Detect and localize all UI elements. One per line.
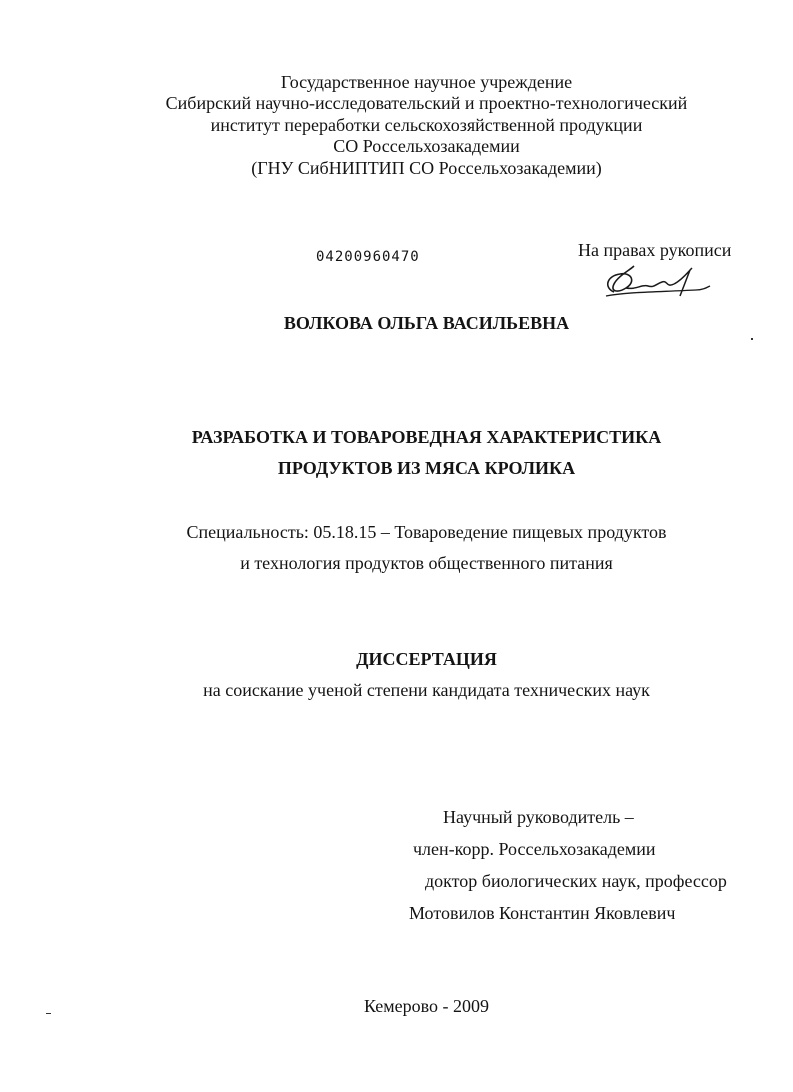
institution-line-1: Государственное научное учреждение bbox=[280, 72, 573, 92]
author-name: ВОЛКОВА ОЛЬГА ВАСИЛЬЕВНА bbox=[283, 313, 570, 333]
supervisor-name: Мотовилов Константин Яковлевич bbox=[409, 903, 676, 923]
document-type: ДИССЕРТАЦИЯ bbox=[356, 649, 497, 669]
city-year: Кемерово - 2009 bbox=[363, 996, 490, 1016]
institution-line-2: Сибирский научно-исследовательский и проектно-технологический bbox=[165, 93, 688, 113]
title-line-1: РАЗРАБОТКА И ТОВАРОВЕДНАЯ ХАРАКТЕРИСТИКА bbox=[191, 427, 662, 447]
title-line-2: ПРОДУКТОВ ИЗ МЯСА КРОЛИКА bbox=[277, 458, 576, 478]
supervisor-role: Научный руководитель – bbox=[443, 807, 634, 827]
scan-speck bbox=[751, 338, 753, 340]
supervisor-degree: доктор биологических наук, профессор bbox=[425, 871, 727, 891]
scan-speck bbox=[46, 1013, 51, 1014]
specialty-line-1: Специальность: 05.18.15 – Товароведение пищевых продуктов bbox=[186, 522, 667, 542]
signature-image bbox=[596, 262, 716, 306]
supervisor-membership: член-корр. Россельхозакадемии bbox=[413, 839, 656, 859]
rights-note: На правах рукописи bbox=[578, 240, 732, 260]
specialty-line-2: и технология продуктов общественного питания bbox=[240, 553, 613, 573]
institution-line-3: институт переработки сельскохозяйственной продукции bbox=[210, 115, 643, 135]
institution-abbreviation: (ГНУ СибНИПТИП СО Россельхозакадемии) bbox=[251, 158, 602, 178]
catalog-number: 04200960470 bbox=[316, 249, 420, 265]
degree-line: на соискание ученой степени кандидата технических наук bbox=[203, 680, 650, 700]
institution-line-4: СО Россельхозакадемии bbox=[333, 136, 520, 156]
